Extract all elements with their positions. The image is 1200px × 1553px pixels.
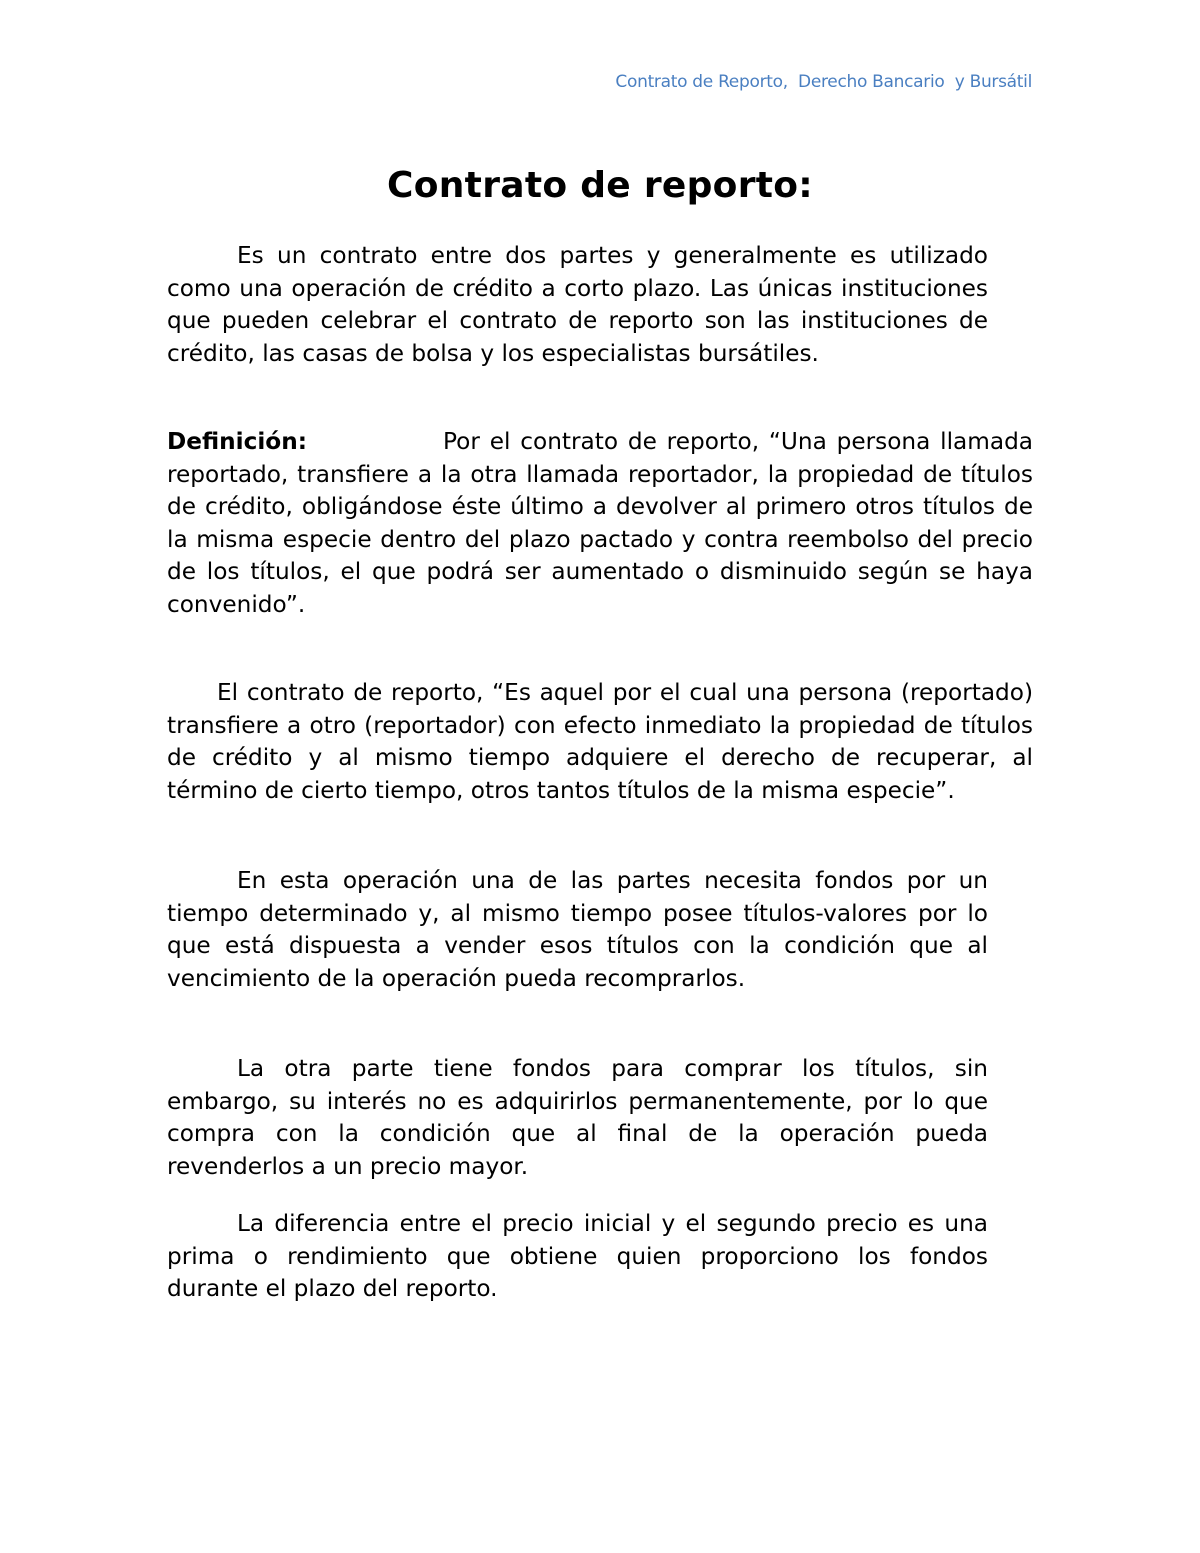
other-party-paragraph: La otra parte tiene fondos para comprar los títulos, sin embargo, su interés no es adquirirlos permanentemente, por lo que compra con la condición que al final de la operación pueda revenderlos a un precio mayor. (167, 1055, 988, 1180)
definition-text: Por el contrato de reporto, “Una persona llamada reportado, transfiere a la otra llamada reportador, la propiedad de títulos de crédito, obligándose éste último a devolver al primero otros títulos de la misma especie dentro del plazo pactado y contra reembolso del precio de los títulos, el que podrá ser aumentado o disminuido según se haya convenido”. (167, 428, 1033, 618)
running-header: Contrato de Reporto, Derecho Bancario y Bursátil (615, 72, 1032, 92)
second-definition-paragraph: El contrato de reporto, “Es aquel por el cual una persona (reportado) transfiere a otro (reportador) con efecto inmediato la propiedad de títulos de crédito y al mismo tiempo adquiere el derecho de recuperar, al término de cierto tiempo, otros tantos títulos de la misma especie”. (167, 679, 1033, 804)
operation-paragraph: En esta operación una de las partes necesita fondos por un tiempo determinado y, al mismo tiempo posee títulos-valores por lo que está dispuesta a vender esos títulos con la condición que al vencimiento de la operación pueda recomprarlos. (167, 867, 988, 992)
definition-paragraph (167, 426, 1033, 622)
intro-paragraph: Es un contrato entre dos partes y generalmente es utilizado como una operación de crédito a corto plazo. Las únicas instituciones que pueden celebrar el contrato de reporto son las instituciones de crédito, las casas de bolsa y los especialistas bursátiles. (167, 242, 988, 367)
document-title: Contrato de reporto: (387, 165, 813, 206)
difference-paragraph: La diferencia entre el precio inicial y el segundo precio es una prima o rendimiento que obtiene quien proporciono los fondos durante el plazo del reporto. (167, 1210, 988, 1303)
definition-term: Definición: (167, 428, 308, 455)
